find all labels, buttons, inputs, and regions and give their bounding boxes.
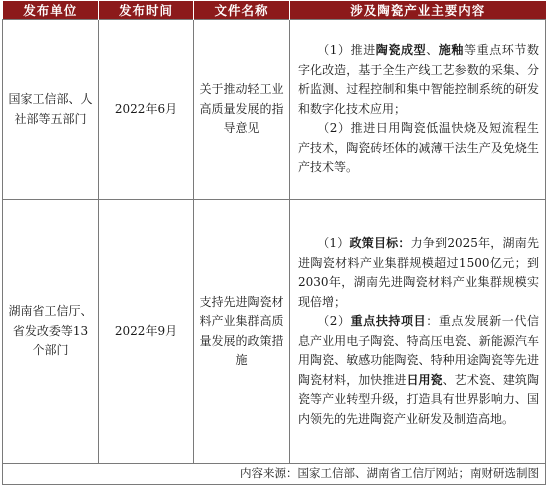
source-row [3,464,546,485]
content-paragraph [298,312,539,429]
table-row [3,200,546,464]
date-cell: 2022年6月 [99,20,194,200]
content-highlight: 陶瓷成型 [375,43,427,58]
content-text: 等重点环节数字化改造，基于全生产线工艺参数的采集、分析监测、过程控制和集中智能控制系统的研发和数字化技术应用； [298,43,539,116]
content-text: （2） [317,314,351,328]
header-publisher: 发布单位 [3,1,99,20]
content-cell [290,200,546,464]
content-text: （2）推进日用陶瓷低温快烧及短流程生产技术，陶瓷砖坯体的减薄干法生产及免烧生产技术等。 [298,121,539,175]
date-cell: 2022年9月 [99,200,194,464]
content-text: （1）推进 [317,43,376,58]
header-date: 发布时间 [99,1,194,20]
content-highlight: 政策目标： [349,236,411,250]
content-paragraph [298,119,539,178]
header-content: 涉及陶瓷产业主要内容 [290,1,546,20]
header-row [3,1,546,20]
policy-table [2,1,546,485]
content-text: 、艺术瓷、建筑陶瓷等产业转型升级，打造具有世界影响力、国内领先的先进陶瓷产业研发及制造高地。 [298,372,539,426]
content-text: ：重点发展新一代信息产业用电子陶瓷、特高压电瓷、新能源汽车用陶瓷、敏感功能陶瓷、特种用途陶瓷等先进陶瓷材料，加快推进 [298,314,539,387]
header-document: 文件名称 [194,1,290,20]
publisher-cell: 湖南省工信厅、省发改委等13个部门 [3,200,99,464]
content-paragraph [298,234,539,312]
content-text: 、 [426,43,439,58]
content-highlight: 重点扶持项目 [350,314,427,328]
document-cell: 支持先进陶瓷材料产业集群高质量发展的政策措施 [194,200,290,464]
document-cell: 关于推动轻工业高质量发展的指导意见 [194,20,290,200]
content-cell [290,20,546,200]
content-text: （1） [317,236,350,250]
content-text: 力争到2025年，湖南先进陶瓷材料产业集群规模超过1500亿元；到2030年，湖南先进陶瓷材料产业集群规模实现倍增； [298,236,539,309]
table-row [3,20,546,200]
source-note: 内容来源：国家工信部、湖南省工信厅网站；南财研选制图 [3,464,546,485]
content-paragraph [298,41,539,119]
content-highlight: 施釉 [438,43,464,58]
content-highlight: 日用瓷 [406,372,443,387]
publisher-cell: 国家工信部、人社部等五部门 [3,20,99,200]
